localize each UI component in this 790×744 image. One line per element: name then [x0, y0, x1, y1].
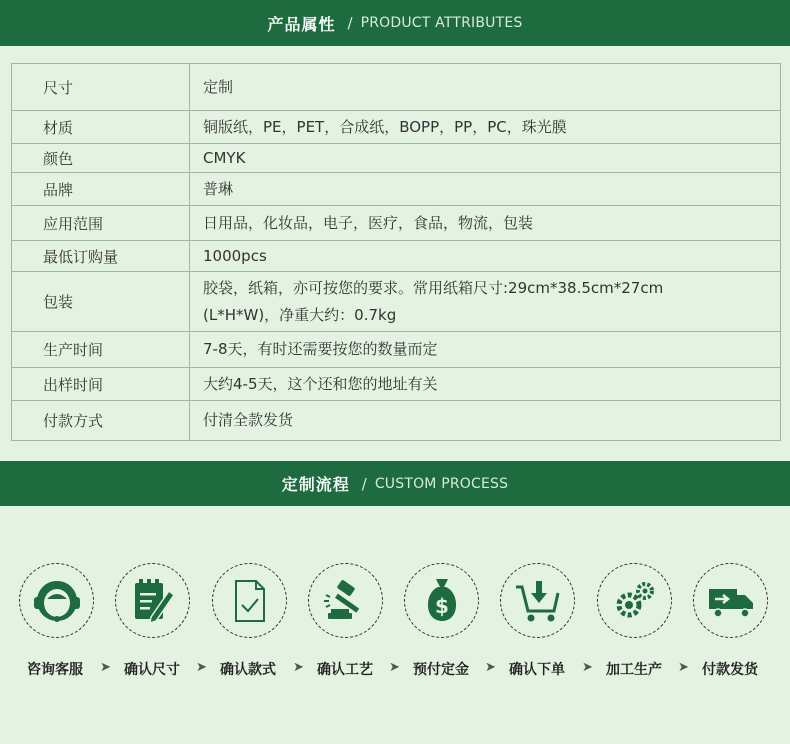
money-bag-icon [404, 563, 479, 638]
attribute-value: 定制 [190, 64, 781, 111]
step-arrow: ➤ [582, 660, 593, 675]
step-arrow: ➤ [293, 660, 304, 675]
attribute-value-multiline [190, 272, 781, 332]
table-row [12, 368, 781, 401]
table-row [12, 111, 781, 144]
section-title-en: CUSTOM PROCESS [374, 475, 509, 492]
attribute-value: 大约4-5天，这个还和您的地址有关 [190, 368, 781, 401]
attribute-key: 付款方式 [12, 401, 190, 441]
title-separator: / [361, 474, 367, 493]
title-separator: / [347, 14, 353, 32]
gavel-icon [308, 563, 383, 638]
attribute-key: 生产时间 [12, 332, 190, 368]
attribute-key: 包装 [12, 272, 190, 332]
step-arrow: ➤ [100, 660, 111, 675]
attribute-value-line2: (L*H*W)，净重大约：0.7kg [203, 305, 397, 324]
table-row [12, 206, 781, 241]
process-step-label: 加工生产 [606, 662, 662, 678]
process-step-label: 付款发货 [702, 662, 758, 678]
attribute-key: 应用范围 [12, 206, 190, 241]
attribute-key: 出样时间 [12, 368, 190, 401]
attribute-value: 7-8天，有时还需要按您的数量而定 [190, 332, 781, 368]
svg-text:$: $ [434, 593, 449, 618]
section-title-zh: 定制流程 [281, 475, 350, 494]
table-row [12, 64, 781, 111]
step-arrow: ➤ [196, 660, 207, 675]
document-check-icon [212, 563, 287, 638]
table-row [12, 272, 781, 332]
attribute-key: 品牌 [12, 173, 190, 206]
attribute-key: 材质 [12, 111, 190, 144]
process-step-label: 咨询客服 [27, 662, 83, 678]
table-row [12, 173, 781, 206]
attribute-key: 颜色 [12, 144, 190, 173]
attribute-value: 铜版纸，PE，PET，合成纸，BOPP，PP，PC，珠光膜 [190, 111, 781, 144]
section-title-en: PRODUCT ATTRIBUTES [360, 15, 523, 31]
step-arrow: ➤ [678, 660, 689, 675]
shopping-cart-icon [500, 563, 575, 638]
attribute-key: 最低订购量 [12, 241, 190, 272]
attributes-table [11, 63, 781, 441]
section-header-product-attributes [0, 0, 790, 46]
attribute-value: 日用品，化妆品，电子，医疗，食品，物流，包装 [190, 206, 781, 241]
process-step-label: 确认下单 [509, 662, 565, 678]
attribute-key: 尺寸 [12, 64, 190, 111]
section-title-zh: 产品属性 [267, 14, 336, 34]
attribute-value-line1: 胶袋，纸箱，亦可按您的要求。常用纸箱尺寸:29cm*38.5cm*27cm [203, 278, 664, 297]
table-row [12, 332, 781, 368]
gears-icon [597, 563, 672, 638]
attribute-value: 1000pcs [190, 241, 781, 272]
table-row [12, 401, 781, 441]
headset-icon [19, 563, 94, 638]
step-arrow: ➤ [485, 660, 496, 675]
attribute-value: CMYK [190, 144, 781, 173]
process-step-label: 确认尺寸 [124, 662, 180, 678]
process-step-label: 预付定金 [413, 662, 469, 678]
table-row [12, 144, 781, 173]
section-header-custom-process [0, 461, 790, 506]
process-step-label: 确认工艺 [317, 662, 373, 678]
delivery-truck-icon [693, 563, 768, 638]
notepad-pen-icon [115, 563, 190, 638]
attribute-value: 付清全款发货 [190, 401, 781, 441]
attribute-value: 普琳 [190, 173, 781, 206]
table-row [12, 241, 781, 272]
step-arrow: ➤ [389, 660, 400, 675]
process-step-label: 确认款式 [220, 662, 276, 678]
